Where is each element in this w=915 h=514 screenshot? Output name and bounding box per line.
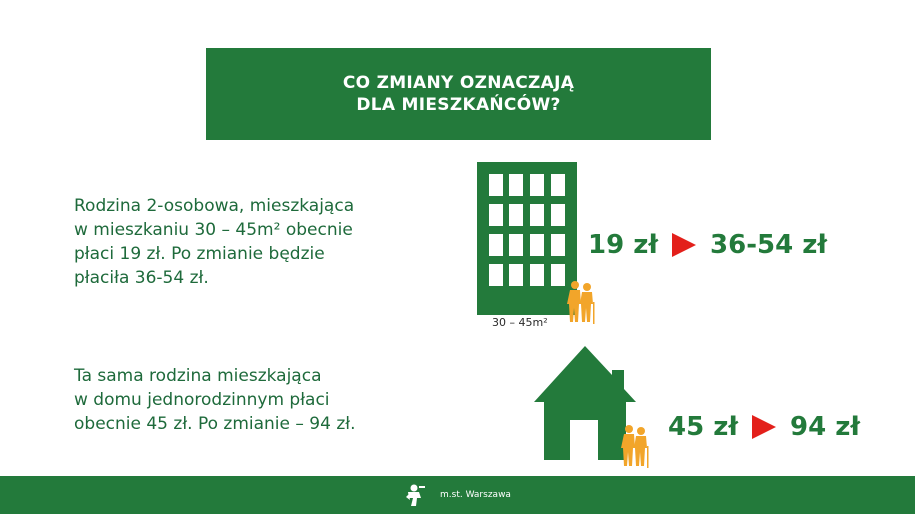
house-description: [74, 364, 356, 436]
description-line: Rodzina 2-osobowa, mieszkająca: [74, 196, 355, 216]
footer-bar: [0, 476, 915, 514]
warsaw-mermaid-logo-icon: [404, 483, 426, 507]
elderly-couple-icon: [620, 424, 650, 470]
window: [551, 174, 565, 196]
red-arrow-icon: [752, 415, 776, 439]
description-line: Ta sama rodzina mieszkająca: [74, 366, 322, 386]
price-after: 36-54 zł: [710, 230, 828, 260]
window: [509, 174, 523, 196]
price-before: 45 zł: [668, 412, 739, 442]
red-arrow-icon: [672, 233, 696, 257]
apartment-price-change: [588, 230, 827, 260]
window: [530, 234, 544, 256]
house-price-change: [668, 412, 860, 442]
price-before: 19 zł: [588, 230, 659, 260]
apartment-building-icon: [477, 162, 577, 315]
area-label: 30 – 45m²: [492, 316, 548, 329]
apartment-description: [74, 194, 354, 290]
window: [489, 204, 503, 226]
window: [530, 174, 544, 196]
elderly-couple-icon: [566, 280, 596, 326]
title-banner: [206, 48, 711, 140]
description-line: płaci 19 zł. Po zmianie będzie: [74, 244, 325, 264]
description-line: w domu jednorodzinnym płaci: [74, 390, 330, 410]
window: [509, 264, 523, 286]
price-after: 94 zł: [790, 412, 861, 442]
window: [509, 234, 523, 256]
description-line: obecnie 45 zł. Po zmianie – 94 zł.: [74, 414, 356, 434]
window: [551, 234, 565, 256]
description-line: w mieszkaniu 30 – 45m² obecnie: [74, 220, 353, 240]
description-line: płaciła 36-54 zł.: [74, 268, 209, 288]
window: [509, 204, 523, 226]
title-line-2: DLA MIESZKAŃCÓW?: [356, 95, 561, 115]
window: [489, 234, 503, 256]
window: [489, 264, 503, 286]
footer-text: m.st. Warszawa: [440, 490, 511, 500]
window: [530, 264, 544, 286]
title-line-1: CO ZMIANY OZNACZAJĄ: [342, 73, 575, 93]
window: [551, 264, 565, 286]
window: [489, 174, 503, 196]
window: [551, 204, 565, 226]
window: [530, 204, 544, 226]
